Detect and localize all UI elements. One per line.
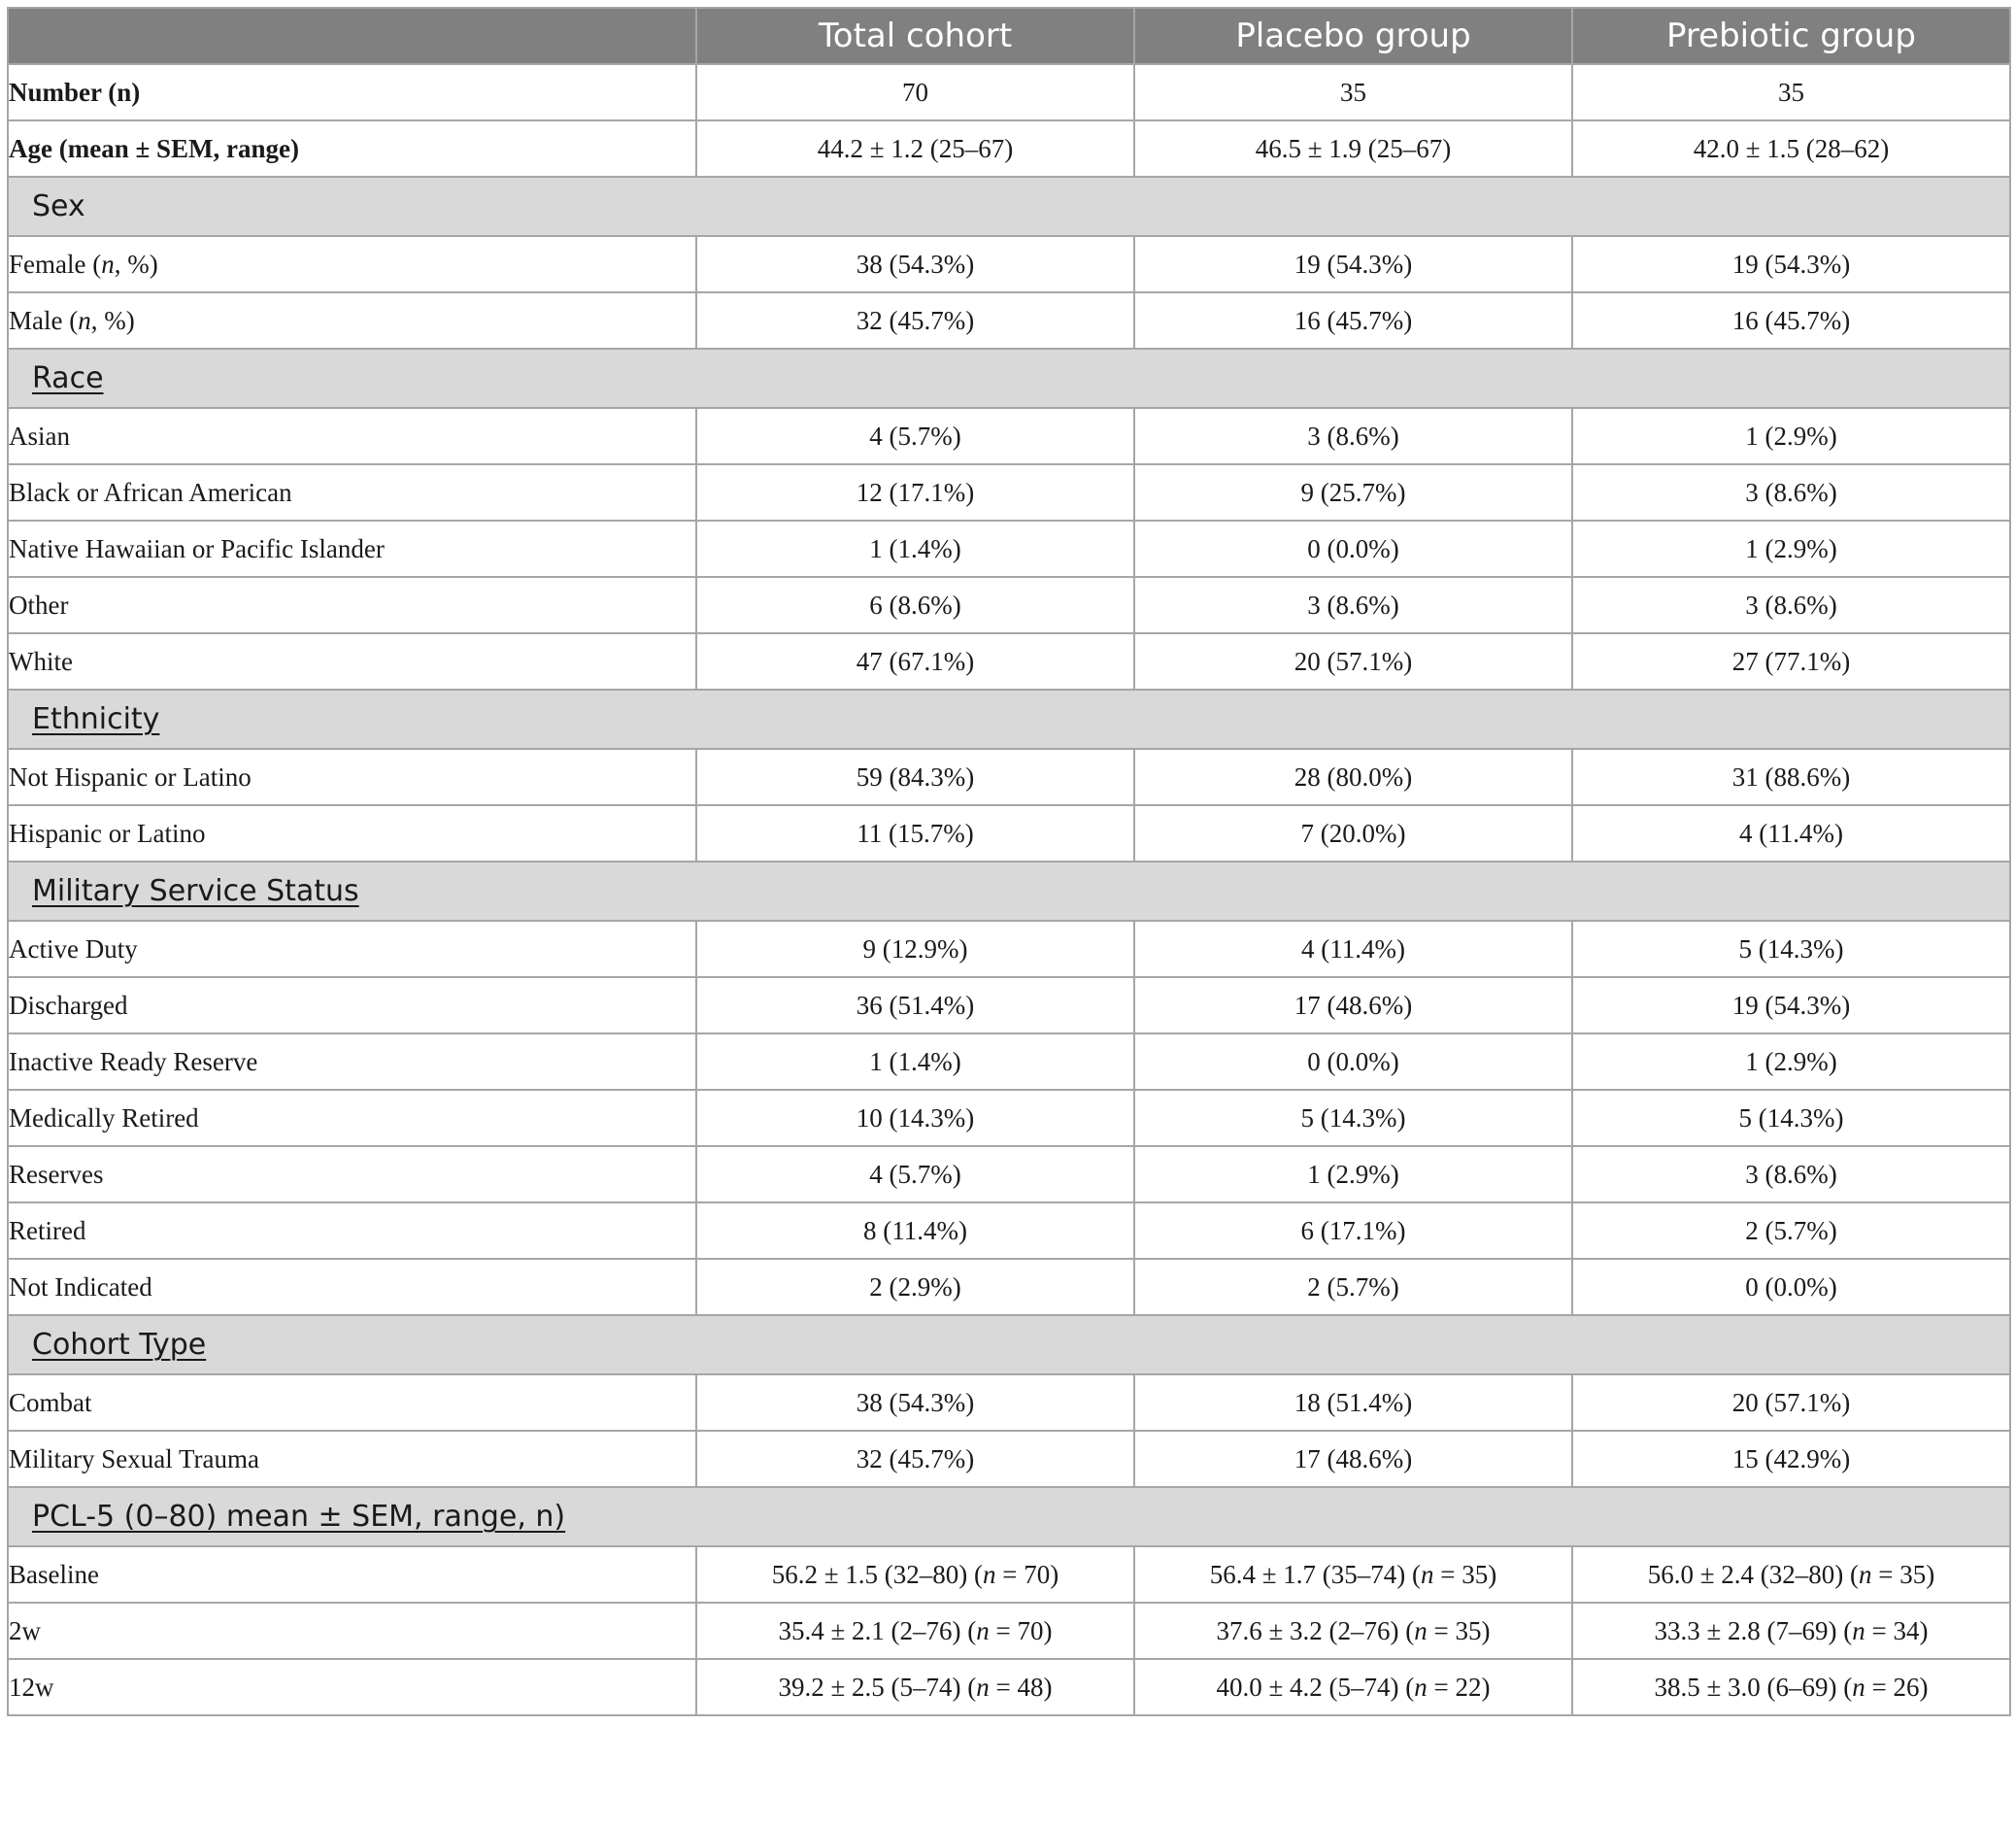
cell-placebo-group: 56.4 ± 1.7 (35–74) (n = 35) (1134, 1546, 1572, 1603)
cell-prebiotic-group: 2 (5.7%) (1572, 1202, 2010, 1259)
section-header-row (8, 1487, 2010, 1546)
cell-placebo-group: 46.5 ± 1.9 (25–67) (1134, 120, 1572, 177)
cell-prebiotic-group: 4 (11.4%) (1572, 805, 2010, 862)
section-title: Ethnicity (32, 702, 160, 736)
section-title: Military Service Status (32, 874, 359, 908)
cell-total-cohort: 6 (8.6%) (696, 577, 1134, 633)
cell-total-cohort: 56.2 ± 1.5 (32–80) (n = 70) (696, 1546, 1134, 1603)
cell-prebiotic-group: 19 (54.3%) (1572, 236, 2010, 292)
cell-total-cohort: 32 (45.7%) (696, 1431, 1134, 1487)
cell-placebo-group: 18 (51.4%) (1134, 1374, 1572, 1431)
section-header-cell (8, 177, 2010, 236)
cell-prebiotic-group: 1 (2.9%) (1572, 1033, 2010, 1090)
table-header (8, 8, 2010, 64)
cell-placebo-group: 6 (17.1%) (1134, 1202, 1572, 1259)
cell-prebiotic-group: 5 (14.3%) (1572, 1090, 2010, 1146)
table-row (8, 1659, 2010, 1715)
cell-placebo-group: 37.6 ± 3.2 (2–76) (n = 35) (1134, 1603, 1572, 1659)
section-header-row (8, 349, 2010, 408)
section-header-cell (8, 1315, 2010, 1374)
section-title: Race (32, 361, 104, 395)
cell-prebiotic-group: 3 (8.6%) (1572, 464, 2010, 521)
row-label: Other (8, 577, 696, 633)
section-header-cell (8, 349, 2010, 408)
cell-placebo-group: 9 (25.7%) (1134, 464, 1572, 521)
cell-total-cohort: 2 (2.9%) (696, 1259, 1134, 1315)
cell-placebo-group: 17 (48.6%) (1134, 1431, 1572, 1487)
row-label: Number (n) (8, 64, 696, 120)
table-row (8, 577, 2010, 633)
cell-prebiotic-group: 0 (0.0%) (1572, 1259, 2010, 1315)
table-row (8, 464, 2010, 521)
cell-placebo-group: 0 (0.0%) (1134, 521, 1572, 577)
cell-total-cohort: 1 (1.4%) (696, 521, 1134, 577)
header-prebiotic-group: Prebiotic group (1572, 8, 2010, 64)
cell-placebo-group: 3 (8.6%) (1134, 408, 1572, 464)
cell-prebiotic-group: 27 (77.1%) (1572, 633, 2010, 690)
cell-prebiotic-group: 15 (42.9%) (1572, 1431, 2010, 1487)
table-row (8, 633, 2010, 690)
cell-placebo-group: 2 (5.7%) (1134, 1259, 1572, 1315)
cell-placebo-group: 1 (2.9%) (1134, 1146, 1572, 1202)
row-label: Reserves (8, 1146, 696, 1202)
section-header-cell (8, 1487, 2010, 1546)
header-row (8, 8, 2010, 64)
table-row (8, 292, 2010, 349)
cell-total-cohort: 59 (84.3%) (696, 749, 1134, 805)
row-label: White (8, 633, 696, 690)
cell-prebiotic-group: 1 (2.9%) (1572, 521, 2010, 577)
table-row (8, 236, 2010, 292)
row-label: Female (n, %) (8, 236, 696, 292)
cell-prebiotic-group: 38.5 ± 3.0 (6–69) (n = 26) (1572, 1659, 2010, 1715)
cell-total-cohort: 47 (67.1%) (696, 633, 1134, 690)
row-label: Not Indicated (8, 1259, 696, 1315)
cell-prebiotic-group: 3 (8.6%) (1572, 1146, 2010, 1202)
cell-prebiotic-group: 20 (57.1%) (1572, 1374, 2010, 1431)
table-row (8, 1090, 2010, 1146)
cell-total-cohort: 4 (5.7%) (696, 408, 1134, 464)
section-header-cell (8, 862, 2010, 921)
table-row (8, 1431, 2010, 1487)
table-row (8, 921, 2010, 977)
row-label: Male (n, %) (8, 292, 696, 349)
table-row (8, 1146, 2010, 1202)
cell-total-cohort: 38 (54.3%) (696, 1374, 1134, 1431)
cell-total-cohort: 12 (17.1%) (696, 464, 1134, 521)
row-label: Hispanic or Latino (8, 805, 696, 862)
cell-total-cohort: 39.2 ± 2.5 (5–74) (n = 48) (696, 1659, 1134, 1715)
table-body (8, 64, 2010, 1715)
row-label: Baseline (8, 1546, 696, 1603)
cell-prebiotic-group: 16 (45.7%) (1572, 292, 2010, 349)
row-label: Military Sexual Trauma (8, 1431, 696, 1487)
summary-row (8, 64, 2010, 120)
cell-total-cohort: 8 (11.4%) (696, 1202, 1134, 1259)
cell-prebiotic-group: 42.0 ± 1.5 (28–62) (1572, 120, 2010, 177)
section-title: Sex (32, 189, 85, 223)
section-title: Cohort Type (32, 1328, 207, 1362)
cell-placebo-group: 4 (11.4%) (1134, 921, 1572, 977)
cell-placebo-group: 17 (48.6%) (1134, 977, 1572, 1033)
cell-total-cohort: 1 (1.4%) (696, 1033, 1134, 1090)
cell-prebiotic-group: 1 (2.9%) (1572, 408, 2010, 464)
table-row (8, 805, 2010, 862)
table-row (8, 1374, 2010, 1431)
section-header-row (8, 177, 2010, 236)
cell-placebo-group: 0 (0.0%) (1134, 1033, 1572, 1090)
section-header-row (8, 1315, 2010, 1374)
cell-placebo-group: 20 (57.1%) (1134, 633, 1572, 690)
row-label: Not Hispanic or Latino (8, 749, 696, 805)
section-title: PCL-5 (0–80) mean ± SEM, range, n) (32, 1500, 566, 1534)
row-label: Native Hawaiian or Pacific Islander (8, 521, 696, 577)
demographics-table (7, 7, 2011, 1716)
table-row (8, 521, 2010, 577)
row-label: Medically Retired (8, 1090, 696, 1146)
cell-prebiotic-group: 19 (54.3%) (1572, 977, 2010, 1033)
header-total-cohort: Total cohort (696, 8, 1134, 64)
row-label: 2w (8, 1603, 696, 1659)
cell-total-cohort: 44.2 ± 1.2 (25–67) (696, 120, 1134, 177)
row-label: Combat (8, 1374, 696, 1431)
table-row (8, 408, 2010, 464)
cell-prebiotic-group: 33.3 ± 2.8 (7–69) (n = 34) (1572, 1603, 2010, 1659)
row-label: 12w (8, 1659, 696, 1715)
row-label: Active Duty (8, 921, 696, 977)
cell-total-cohort: 4 (5.7%) (696, 1146, 1134, 1202)
cell-total-cohort: 38 (54.3%) (696, 236, 1134, 292)
cell-placebo-group: 19 (54.3%) (1134, 236, 1572, 292)
cell-total-cohort: 35.4 ± 2.1 (2–76) (n = 70) (696, 1603, 1134, 1659)
cell-prebiotic-group: 3 (8.6%) (1572, 577, 2010, 633)
table-row (8, 1202, 2010, 1259)
row-label: Black or African American (8, 464, 696, 521)
cell-placebo-group: 28 (80.0%) (1134, 749, 1572, 805)
row-label: Discharged (8, 977, 696, 1033)
table-row (8, 977, 2010, 1033)
table-row (8, 749, 2010, 805)
cell-placebo-group: 40.0 ± 4.2 (5–74) (n = 22) (1134, 1659, 1572, 1715)
cell-placebo-group: 3 (8.6%) (1134, 577, 1572, 633)
header-placebo-group: Placebo group (1134, 8, 1572, 64)
row-label: Inactive Ready Reserve (8, 1033, 696, 1090)
cell-total-cohort: 11 (15.7%) (696, 805, 1134, 862)
cell-total-cohort: 32 (45.7%) (696, 292, 1134, 349)
cell-prebiotic-group: 56.0 ± 2.4 (32–80) (n = 35) (1572, 1546, 2010, 1603)
cell-prebiotic-group: 5 (14.3%) (1572, 921, 2010, 977)
cell-placebo-group: 35 (1134, 64, 1572, 120)
section-header-row (8, 690, 2010, 749)
row-label: Age (mean ± SEM, range) (8, 120, 696, 177)
cell-prebiotic-group: 35 (1572, 64, 2010, 120)
table-row (8, 1033, 2010, 1090)
section-header-cell (8, 690, 2010, 749)
cell-placebo-group: 5 (14.3%) (1134, 1090, 1572, 1146)
cell-total-cohort: 70 (696, 64, 1134, 120)
cell-total-cohort: 36 (51.4%) (696, 977, 1134, 1033)
cell-total-cohort: 9 (12.9%) (696, 921, 1134, 977)
cell-prebiotic-group: 31 (88.6%) (1572, 749, 2010, 805)
row-label: Asian (8, 408, 696, 464)
table-row (8, 1603, 2010, 1659)
row-label: Retired (8, 1202, 696, 1259)
cell-placebo-group: 7 (20.0%) (1134, 805, 1572, 862)
cell-total-cohort: 10 (14.3%) (696, 1090, 1134, 1146)
summary-row (8, 120, 2010, 177)
table-row (8, 1259, 2010, 1315)
cell-placebo-group: 16 (45.7%) (1134, 292, 1572, 349)
table-row (8, 1546, 2010, 1603)
section-header-row (8, 862, 2010, 921)
header-cell-empty (8, 8, 696, 64)
